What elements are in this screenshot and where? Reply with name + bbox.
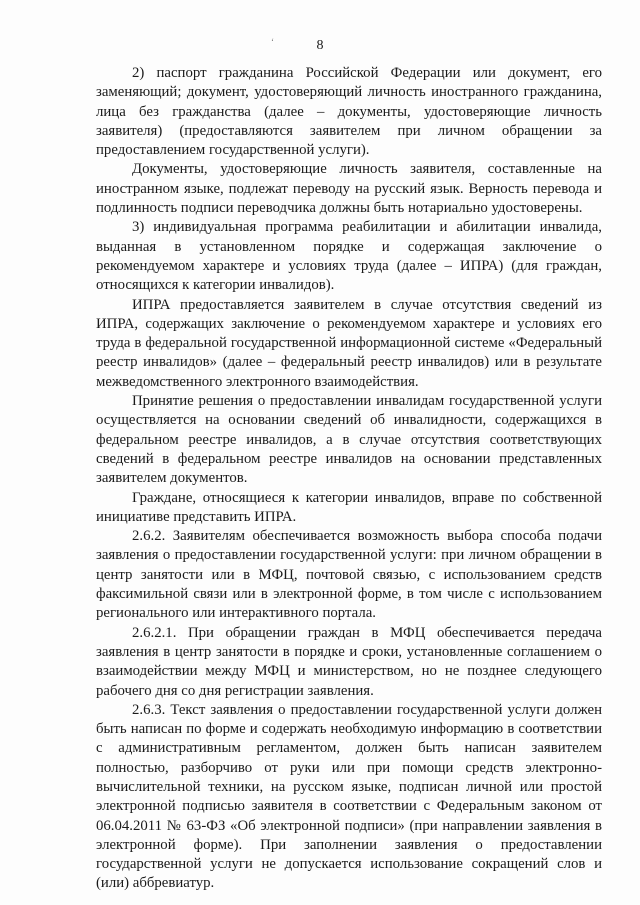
- paragraph-decision: Принятие решения о предоставлении инвалидам государственной услуги осуществляется на основании сведений об инвалидности, содержащихся в федеральном реестре инвалидов, а в случае отсутствия соответствующих сведений в федеральном реестре инвалидов на основании представленных заявителем документов.: [96, 393, 602, 487]
- paragraph-2-6-3: 2.6.3. Текст заявления о предоставлении государственной услуги должен быть написан по форме и содержать необходимую информацию в соответствии с административным регламентом, должен быть написан заявителем полностью, разборчиво от руки или при помощи средств электронно-вычислительной техники, на русском языке, подписан личной или простой электронной подписью заявителя в соответствии с Федеральным законом от 06.04.2011 № 63-ФЗ «Об электронной подписи» (при направлении заявления в электронной форме). При заполнении заявления о предоставлении государственной услуги не допускается использование сокращений слов и (или) аббревиатур.: [96, 701, 602, 892]
- paragraph-initiative: Граждане, относящиеся к категории инвалидов, вправе по собственной инициативе представить ИПРА.: [96, 489, 602, 525]
- paragraph-2-6-2-1: 2.6.2.1. При обращении граждан в МФЦ обеспечивается передача заявления в центр занятости в порядке и сроки, установленные соглашением о взаимодействии между МФЦ и министерством, но не позднее следующего рабочего дня со дня регистрации заявления.: [96, 624, 602, 699]
- paragraph-translation: Документы, удостоверяющие личность заявителя, составленные на иностранном языке, подлежат переводу на русский язык. Верность перевода и подлинность подписи переводчика должны быть нотариально удостоверены.: [96, 161, 602, 217]
- scan-speck: ʻ: [271, 37, 274, 47]
- paragraph-passport: 2) паспорт гражданина Российской Федерации или документ, его заменяющий; документ, удостоверяющий личность иностранного гражданина, лица без гражданства (далее – документы, удостоверяющие личность заявителя) (предоставляются заявителем при личном обращении за предоставлением государственной услуги).: [96, 65, 602, 159]
- paragraph-ipra-provision: ИПРА предоставляется заявителем в случае отсутствия сведений из ИПРА, содержащих заключение о рекомендуемом характере и условиях его труда в федеральной государственной информационной системе «Федеральный реестр инвалидов» (далее – федеральный реестр инвалидов) или в результате межведомственного электронного взаимодействия.: [96, 296, 602, 390]
- paragraph-2-6-2: 2.6.2. Заявителям обеспечивается возможность выбора способа подачи заявления о предоставлении государственной услуги: при личном обращении в центр занятости или в МФЦ, почтовой связью, с использованием средств факсимильной связи или в электронной форме, в том числе с использованием регионального или интерактивного портала.: [96, 528, 602, 622]
- page-number: 8: [316, 38, 324, 53]
- document-body: [96, 64, 602, 894]
- paragraph-ipra: 3) индивидуальная программа реабилитации и абилитации инвалида, выданная в установленном порядке и содержащая заключение о рекомендуемом характере и условиях труда (далее – ИПРА) (для граждан, относящихся к категории инвалидов).: [96, 219, 602, 294]
